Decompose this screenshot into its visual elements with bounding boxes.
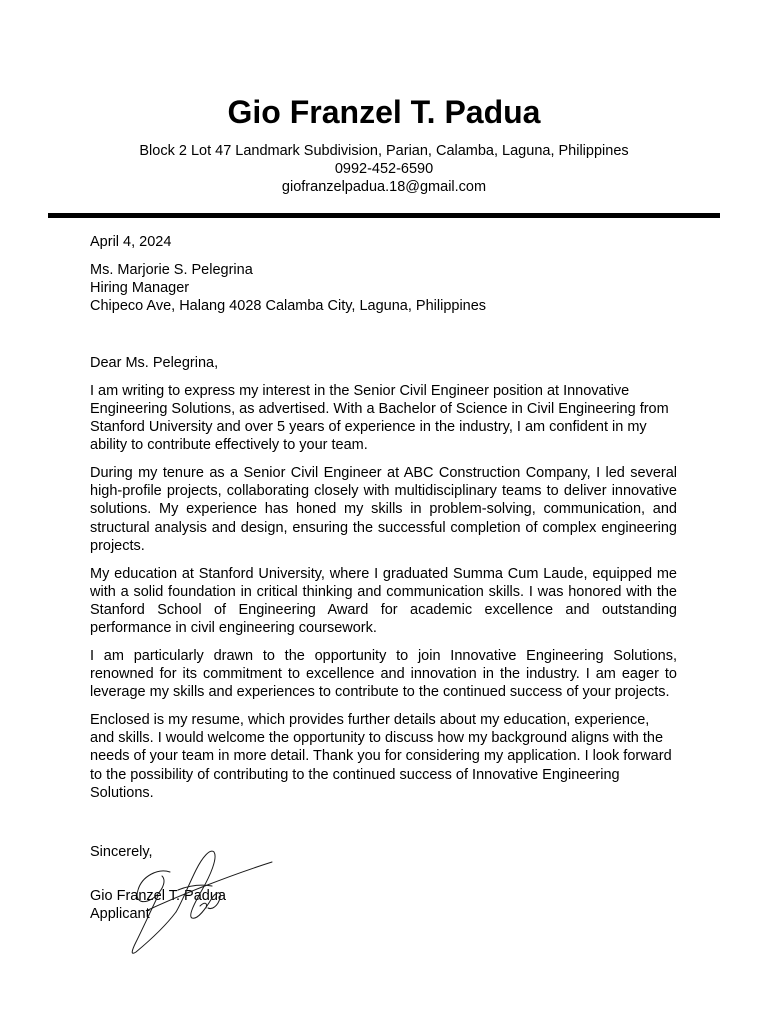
- handwritten-signature: [118, 846, 278, 958]
- recipient-address: Chipeco Ave, Halang 4028 Calamba City, Laguna, Philippines: [90, 298, 487, 315]
- recipient-name: Ms. Marjorie S. Pelegrina: [90, 262, 253, 278]
- body-paragraph-2: During my tenure as a Senior Civil Engineer at ABC Construction Company, I led several high-profile projects, collaborating closely with multidisciplinary teams to deliver innovative solutions. My experience has honed my skills in problem-solving, communication, and structural analysis and design, ensuring the successful completion of complex engineering projects.: [90, 465, 677, 554]
- body-paragraph-3: My education at Stanford University, where I graduated Summa Cum Laude, equipped me with a solid foundation in critical thinking and communication skills. I was honored with the Stanford School of Engineering Award for academic excellence and outstanding performance in civil engineering coursework.: [90, 565, 677, 637]
- body-paragraph-1: I am writing to express my interest in the Senior Civil Engineer position at Innovative Engineering Solutions, as advertised. With a Bachelor of Science in Civil Engineering from Stanford University and over 5 years of experience in the industry, I am confident in my ability to contribute effectively to your team.: [90, 382, 669, 454]
- home-address: Block 2 Lot 47 Landmark Subdivision, Parian, Calamba, Laguna, Philippines: [139, 143, 629, 159]
- body-paragraph-4: I am particularly drawn to the opportunity to join Innovative Engineering Solutions, renowned for its commitment to excellence and innovation in the industry. I am eager to leverage my skills and experiences to contribute to the continued success of your projects.: [90, 647, 677, 701]
- header-divider: [48, 213, 720, 218]
- body-paragraph-5: Enclosed is my resume, which provides further details about my education, experience, and skills. I would welcome the opportunity to discuss how my background aligns with the needs of your team in more detail. Thank you for considering my application. I look forward to the possibility of contributing to the continued success of Innovative Engineering Solutions.: [90, 711, 672, 801]
- applicant-name-heading: Gio Franzel T. Padua: [227, 94, 541, 130]
- letter-date: April 4, 2024: [90, 234, 172, 250]
- recipient-block: [90, 261, 677, 316]
- salutation: Dear Ms. Pelegrina,: [90, 355, 219, 371]
- signer-title: Applicant: [90, 906, 150, 923]
- email-address: giofranzelpadua.18@gmail.com: [281, 179, 487, 195]
- signer-name: Gio Franzel T. Padua: [90, 888, 226, 904]
- contact-block: [0, 142, 768, 196]
- closing-phrase: Sincerely,: [90, 844, 153, 860]
- phone-number: 0992-452-6590: [334, 161, 434, 177]
- recipient-title: Hiring Manager: [90, 280, 190, 297]
- letter-body: [90, 354, 677, 811]
